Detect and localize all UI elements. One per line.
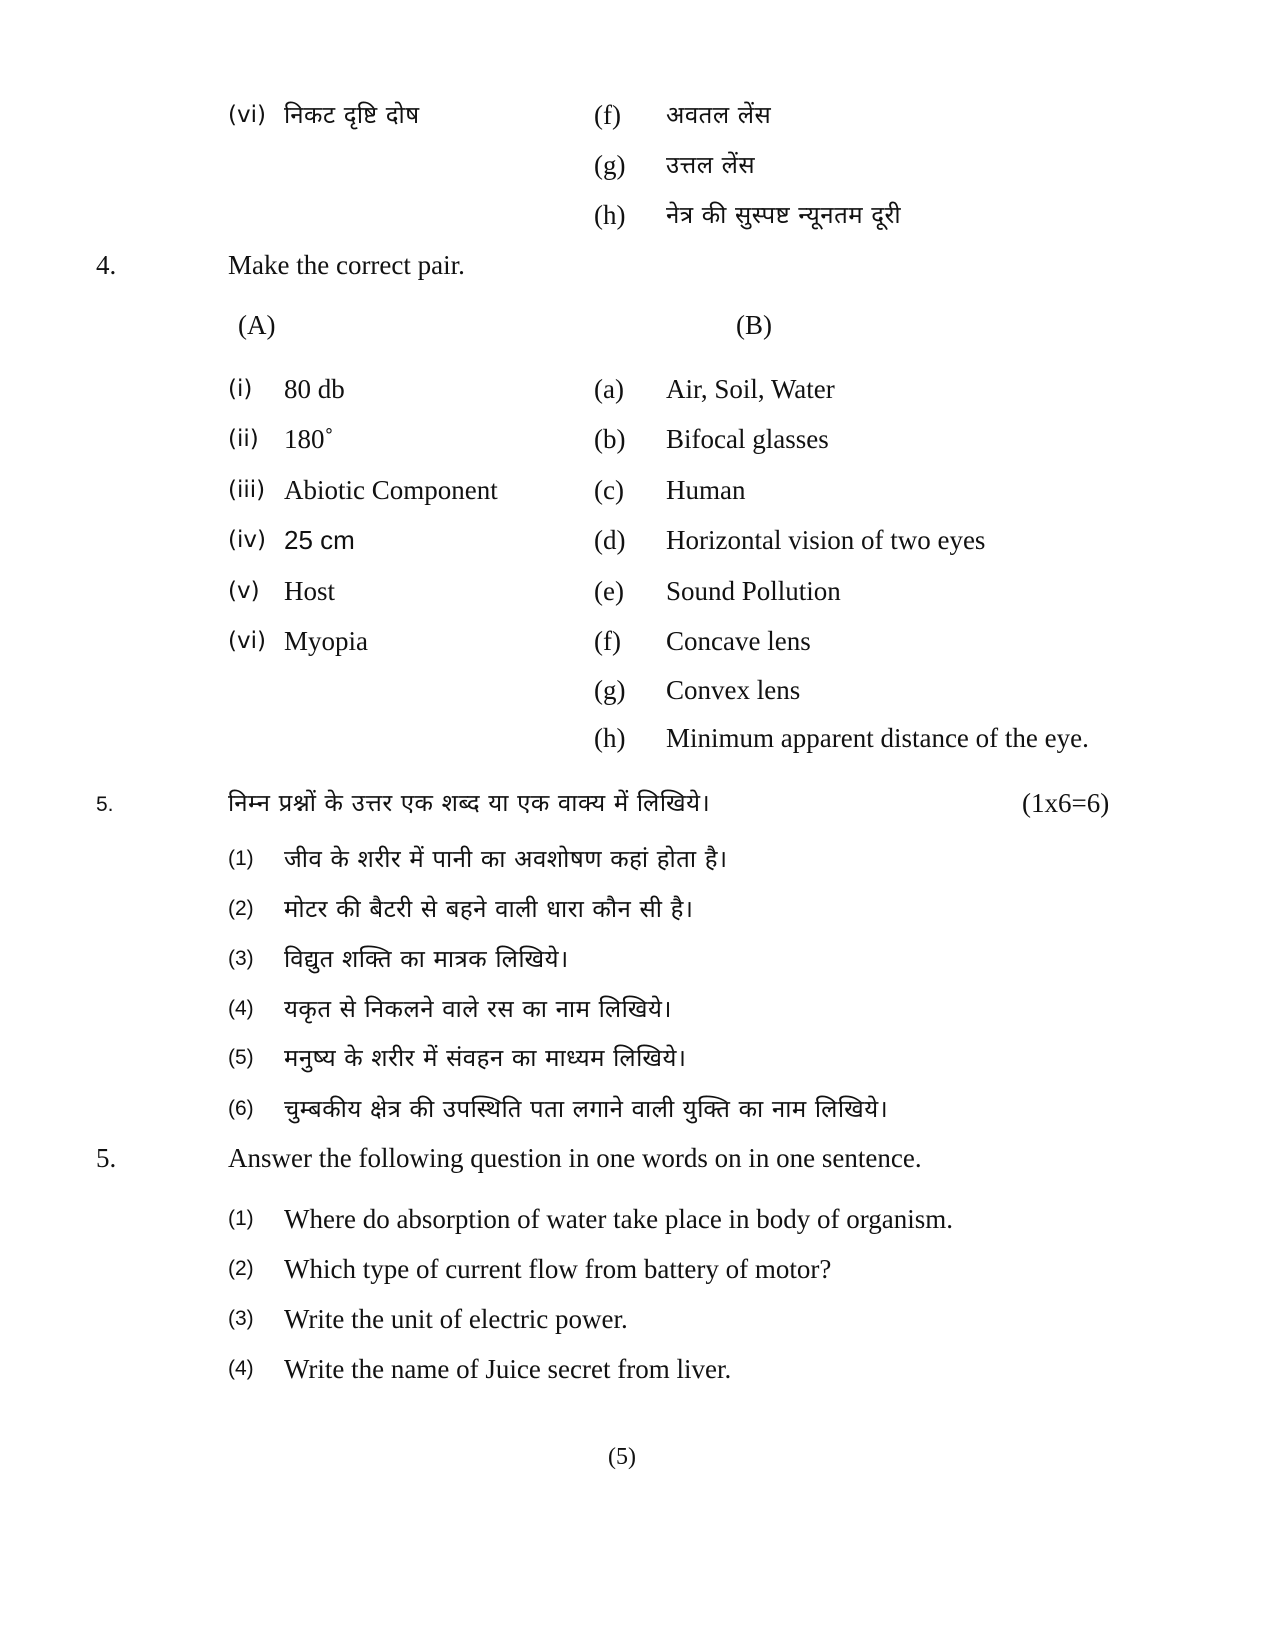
prev-right-mark-f: (f) [594, 100, 621, 130]
q5-hindi-item-text: विद्युत शक्ति का मात्रक लिखिये। [284, 945, 569, 973]
prev-right-text-g: उत्तल लेंस [666, 151, 756, 179]
q5-english-item-text: Write the unit of electric power. [284, 1304, 628, 1334]
q5-english-item-mark: (4) [228, 1357, 254, 1380]
q4-prompt: Make the correct pair. [228, 250, 465, 280]
q5-hindi-item-mark: (5) [228, 1046, 254, 1069]
q5-english-number: 5. [96, 1143, 117, 1173]
q4-b-text: Concave lens [666, 626, 811, 656]
q4-b-text: Horizontal vision of two eyes [666, 525, 986, 555]
q4-b-text: Convex lens [666, 675, 801, 705]
q4-b-mark: (e) [594, 576, 624, 606]
q5-english-item-mark: (1) [228, 1207, 254, 1230]
q5-hindi-item-mark: (2) [228, 897, 254, 920]
q5-hindi-item-mark: (6) [228, 1097, 254, 1120]
q4-b-text: Sound Pollution [666, 576, 841, 606]
q4-b-mark: (f) [594, 626, 621, 656]
q5-hindi-item-text: चुम्बकीय क्षेत्र की उपस्थिति पता लगाने वाली युक्ति का नाम लिखिये। [284, 1095, 889, 1123]
q5-hindi-item-mark: (4) [228, 997, 254, 1020]
q4-b-text: Minimum apparent distance of the eye. [666, 723, 1089, 753]
q5-english-prompt: Answer the following question in one words on in one sentence. [228, 1143, 922, 1173]
q5-english-item-mark: (2) [228, 1257, 254, 1280]
q4-a-mark: (vi) [228, 628, 266, 654]
q4-a-text: Myopia [284, 626, 368, 656]
q5-hindi-item-text: मनुष्य के शरीर में संवहन का माध्यम लिखिये। [284, 1044, 687, 1072]
q5-hindi-prompt: निम्न प्रश्नों के उत्तर एक शब्द या एक वाक्य में लिखिये। [228, 789, 711, 817]
q5-english-item-mark: (3) [228, 1307, 254, 1330]
q4-b-text: Air, Soil, Water [666, 374, 835, 404]
q4-a-text: 25 cm [284, 525, 355, 555]
q5-hindi-number: 5. [96, 793, 114, 816]
q5-english-item-text: Which type of current flow from battery of motor? [284, 1254, 832, 1284]
q4-a-text: 80 db [284, 374, 345, 404]
prev-left-text: निकट दृष्टि दोष [284, 101, 420, 129]
q4-b-mark: (g) [594, 675, 626, 705]
q4-col-b-header: (B) [736, 310, 772, 340]
q5-english-item-text: Where do absorption of water take place in body of organism. [284, 1204, 954, 1234]
prev-right-text-h: नेत्र की सुस्पष्ट न्यूनतम दूरी [666, 201, 902, 229]
q4-b-text: Human [666, 475, 746, 505]
q4-b-mark: (h) [594, 723, 626, 753]
q4-b-text: Bifocal glasses [666, 424, 829, 454]
prev-right-text-f: अवतल लेंस [666, 101, 772, 129]
q5-hindi-item-mark: (1) [228, 847, 254, 870]
q4-col-a-header: (A) [238, 310, 276, 340]
q5-marks: (1x6=6) [1022, 788, 1110, 818]
q4-b-mark: (c) [594, 475, 624, 505]
q4-a-mark: (i) [228, 376, 253, 402]
q4-number: 4. [96, 250, 117, 280]
q4-a-mark: (ii) [228, 426, 259, 452]
q5-english-item-text: Write the name of Juice secret from liver. [284, 1354, 732, 1384]
q4-b-mark: (b) [594, 424, 626, 454]
q4-a-mark: (iv) [228, 527, 266, 553]
q5-hindi-item-text: जीव के शरीर में पानी का अवशोषण कहां होता है। [284, 845, 728, 873]
q4-b-mark: (a) [594, 374, 624, 404]
q5-hindi-item-text: यकृत से निकलने वाले रस का नाम लिखिये। [284, 995, 672, 1023]
prev-left-mark: (vi) [228, 102, 266, 128]
prev-right-mark-h: (h) [594, 200, 626, 230]
q4-a-text: 180˚ [284, 424, 334, 454]
q4-a-text: Host [284, 576, 336, 606]
q5-hindi-item-text: मोटर की बैटरी से बहने वाली धारा कौन सी है। [284, 895, 694, 923]
q4-a-mark: (iii) [228, 477, 266, 503]
q5-hindi-item-mark: (3) [228, 947, 254, 970]
prev-right-mark-g: (g) [594, 150, 626, 180]
q4-b-mark: (d) [594, 525, 626, 555]
q4-a-text: Abiotic Component [284, 475, 498, 505]
q4-a-mark: (v) [228, 578, 260, 604]
page-number: (5) [608, 1444, 636, 1470]
